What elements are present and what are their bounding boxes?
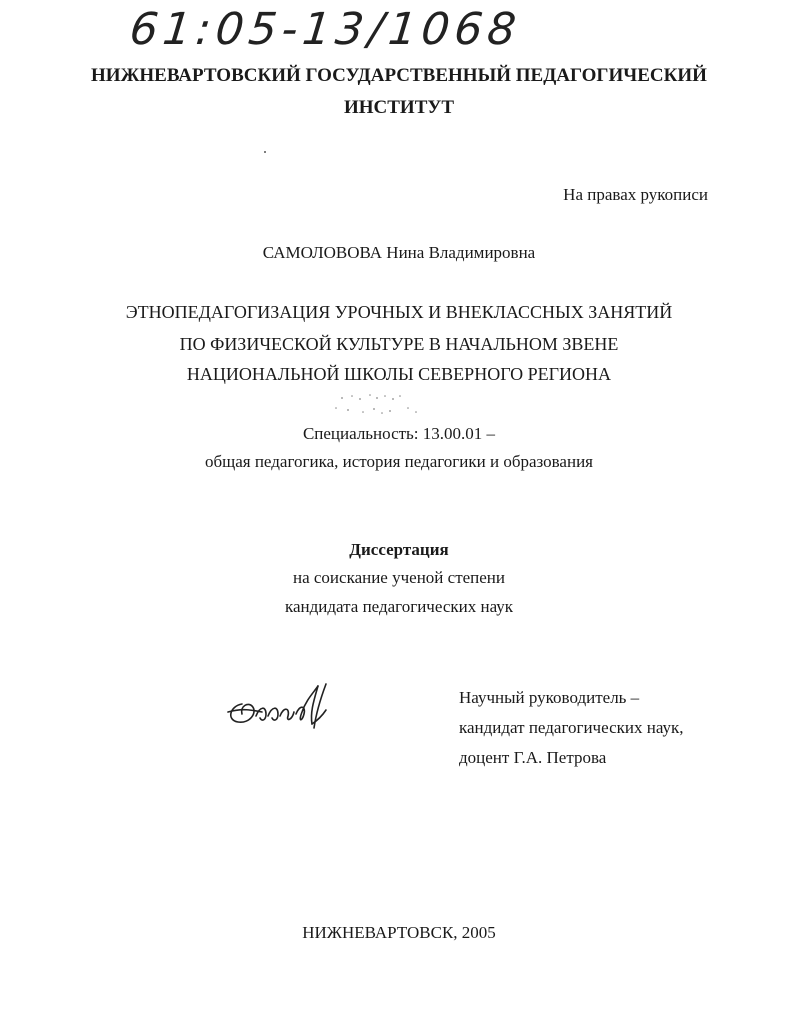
degree-purpose-line1: на соискание ученой степени bbox=[292, 568, 506, 587]
document-type-heading: Диссертация bbox=[349, 540, 449, 559]
advisor-degree: кандидат педагогических наук, bbox=[459, 718, 684, 737]
specialty-code: Специальность: 13.00.01 – bbox=[302, 424, 496, 443]
scan-speck bbox=[264, 151, 266, 153]
advisor-name: доцент Г.А. Петрова bbox=[459, 748, 607, 767]
institution-name-line2: ИНСТИТУТ bbox=[343, 97, 455, 118]
scientific-advisor-block bbox=[459, 683, 684, 773]
degree-purpose-line2: кандидата педагогических наук bbox=[284, 597, 514, 616]
handwritten-catalog-code: 61:05-13/1068 bbox=[127, 4, 524, 55]
thesis-title-line2: ПО ФИЗИЧЕСКОЙ КУЛЬТУРЕ В НАЧАЛЬНОМ ЗВЕНЕ bbox=[179, 334, 619, 354]
city-and-year: НИЖНЕВАРТОВСК, 2005 bbox=[302, 923, 496, 942]
institution-name-line1: НИЖНЕВАРТОВСКИЙ ГОСУДАРСТВЕННЫЙ ПЕДАГОГИЧЕСКИЙ bbox=[91, 65, 707, 86]
specialty-name: общая педагогика, история педагогики и образования bbox=[204, 452, 593, 471]
advisor-role: Научный руководитель – bbox=[459, 688, 640, 707]
scan-speckle-mark bbox=[330, 390, 430, 420]
author-name: САМОЛОВОВА Нина Владимировна bbox=[262, 243, 536, 262]
manuscript-rights-note: На правах рукописи bbox=[563, 185, 708, 204]
thesis-title-line3: НАЦИОНАЛЬНОЙ ШКОЛЫ СЕВЕРНОГО РЕГИОНА bbox=[186, 364, 612, 384]
handwritten-signature bbox=[222, 676, 342, 736]
thesis-title-line1: ЭТНОПЕДАГОГИЗАЦИЯ УРОЧНЫХ И ВНЕКЛАССНЫХ ЗАНЯТИЙ bbox=[125, 302, 673, 322]
